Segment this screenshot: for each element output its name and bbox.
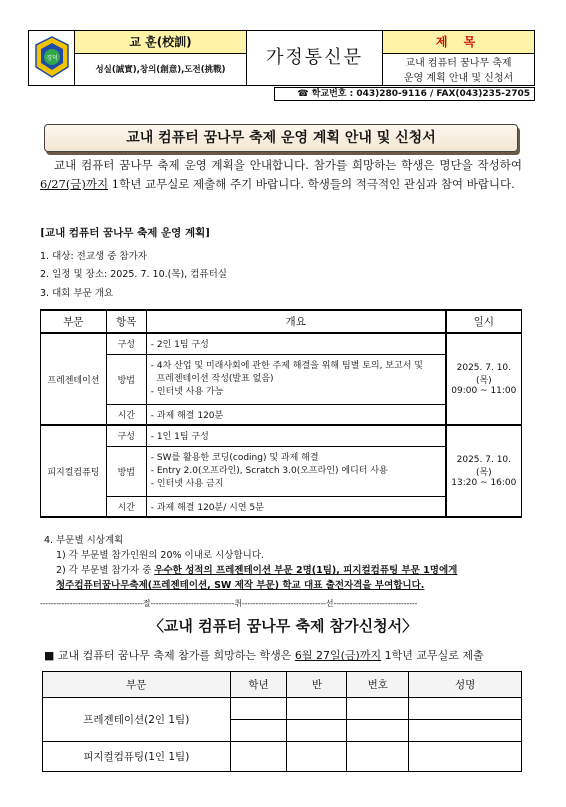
col-overview: 개요 xyxy=(146,310,445,333)
overview-text: - 과제 해결 120분 xyxy=(146,404,445,425)
class-field[interactable] xyxy=(287,720,347,742)
award-line3: 청주컴퓨터꿈나무축제(프레젠테이션, SW 제작 부문) 학교 대표 출전자격을 부여합니다. xyxy=(56,580,425,591)
motto-values: 성실(誠實),창의(創意),도전(挑戰) xyxy=(95,65,226,75)
award-heading: 4. 부문별 시상계획 xyxy=(44,535,124,546)
school-motto xyxy=(75,31,247,85)
form-col-number: 번호 xyxy=(347,672,409,698)
award-line1: 1) 각 부문별 참가인원의 20% 이내로 시상합니다. xyxy=(56,550,265,561)
item-label: 시간 xyxy=(106,496,146,517)
overview-text: - 2인 1팀 구성 xyxy=(146,333,445,354)
division-computing: 피지컬컴퓨팅 xyxy=(41,425,107,517)
page-title: 교내 컴퓨터 꿈나무 축제 운영 계획 안내 및 신청서 xyxy=(44,124,518,152)
cut-char-1: 절 xyxy=(142,599,151,608)
item-label: 시간 xyxy=(106,404,146,425)
computing-time: 13:20 ~ 16:00 xyxy=(451,477,517,488)
cut-char-3: 선 xyxy=(325,599,334,608)
header-box xyxy=(28,30,535,86)
plan-item-3: 3. 대회 부문 개요 xyxy=(40,288,114,299)
motto-title: 교 훈(校訓) xyxy=(75,31,246,54)
cut-char-2: 취 xyxy=(234,599,242,608)
intro-part1: 교내 컴퓨터 꿈나무 축제 운영 계획을 안내합니다. 참가를 희망하는 학생은 명단을 작성하여 xyxy=(54,158,522,172)
grade-field[interactable] xyxy=(230,720,287,742)
form-header-row xyxy=(43,672,522,698)
name-field[interactable] xyxy=(409,698,522,720)
computing-date: 2025. 7. 10.(목) xyxy=(456,454,512,478)
school-logo xyxy=(29,31,75,85)
subject-title: 제 목 xyxy=(383,31,534,54)
presentation-date: 2025. 7. 10.(목) xyxy=(456,362,512,386)
grade-field[interactable] xyxy=(230,698,287,720)
overview-text: - 1인 1팀 구성 xyxy=(146,425,445,446)
table-row xyxy=(43,698,522,720)
presentation-time: 09:00 ~ 11:00 xyxy=(451,385,517,396)
intro-part2: 1학년 교무실로 제출해 주기 바랍니다. 학생들의 적극적인 관심과 참여 바랍니다. xyxy=(108,177,515,191)
form-col-class: 반 xyxy=(287,672,347,698)
item-label: 구성 xyxy=(106,333,146,354)
col-item: 항목 xyxy=(106,310,146,333)
intro-deadline: 6/27(금)까지 xyxy=(40,177,109,191)
division-table xyxy=(40,309,522,518)
item-label: 방법 xyxy=(106,446,146,496)
number-field[interactable] xyxy=(347,698,409,720)
award-plan xyxy=(44,533,514,593)
plan-item-1: 1. 대상: 전교생 중 참가자 xyxy=(40,251,147,262)
contact-info: ☎ 학교번호 : 043)280-9116 / FAX(043)235-2705 xyxy=(274,87,535,101)
overview-text: - SW를 활용한 코딩(coding) 및 과제 해결 - Entry 2.0(오프라인), Scratch 3.0(오프라인) 에디터 사용 - 인터넷 사용 금지 xyxy=(146,446,445,496)
table-row xyxy=(43,742,522,772)
form-title: 〈교내 컴퓨터 꿈나무 축제 참가신청서〉 xyxy=(148,617,418,635)
division-presentation: 프레젠테이션 xyxy=(41,333,107,425)
application-form-table xyxy=(42,671,522,772)
form-row-presentation: 프레젠테이션(2인 1팀) xyxy=(43,698,231,742)
name-field[interactable] xyxy=(409,742,522,772)
col-division: 부문 xyxy=(41,310,107,333)
class-field[interactable] xyxy=(287,742,347,772)
name-field[interactable] xyxy=(409,720,522,742)
overview-text: - 과제 해결 120분/ 시연 5분 xyxy=(146,496,445,517)
number-field[interactable] xyxy=(347,720,409,742)
school-emblem-icon xyxy=(29,31,75,85)
subject-box xyxy=(383,31,534,85)
logo-text: 경덕 xyxy=(46,55,58,62)
form-col-name: 성명 xyxy=(409,672,522,698)
item-label: 구성 xyxy=(106,425,146,446)
class-field[interactable] xyxy=(287,698,347,720)
intro-paragraph xyxy=(40,156,522,194)
computing-datetime xyxy=(446,425,522,517)
col-datetime: 일시 xyxy=(446,310,522,333)
item-label: 방법 xyxy=(106,354,146,404)
grade-field[interactable] xyxy=(230,742,287,772)
form-row-computing: 피지컬컴퓨팅(1인 1팀) xyxy=(43,742,231,772)
table-row xyxy=(41,425,522,446)
plan-heading: [교내 컴퓨터 꿈나무 축제 운영 계획] xyxy=(40,227,211,239)
table-header-row xyxy=(41,310,522,333)
subject-line1: 교내 컴퓨터 꿈나무 축제 xyxy=(405,58,512,69)
doc-title: 가정통신문 xyxy=(247,31,383,85)
form-col-grade: 학년 xyxy=(230,672,287,698)
form-note: ■ 교내 컴퓨터 꿈나무 축제 참가를 희망하는 학생은 6월 27일(금)까지 1학년 교무실로 제출 xyxy=(44,649,484,662)
cut-line: --------------------------------------절-------------------------------취-------------------------------선------------------------------- xyxy=(40,599,418,608)
plan-item-2: 2. 일정 및 장소: 2025. 7. 10.(목), 컴퓨터실 xyxy=(40,269,227,280)
award-line2: 2) 각 부문별 참가자 중 우수한 성적의 프레젠테이션 부문 2명(1팀), 피지컬컴퓨팅 부문 1명에게 xyxy=(56,565,458,576)
subject-line2: 운영 계획 안내 및 신청서 xyxy=(403,73,514,84)
presentation-datetime xyxy=(446,333,522,425)
overview-text: - 4차 산업 및 미래사회에 관한 주제 해결을 위해 팀별 토의, 보고서 및 프레젠테이션 작성(발표 없음) - 인터넷 사용 가능 xyxy=(146,354,445,404)
form-col-division: 부문 xyxy=(43,672,231,698)
table-row xyxy=(41,333,522,354)
number-field[interactable] xyxy=(347,742,409,772)
